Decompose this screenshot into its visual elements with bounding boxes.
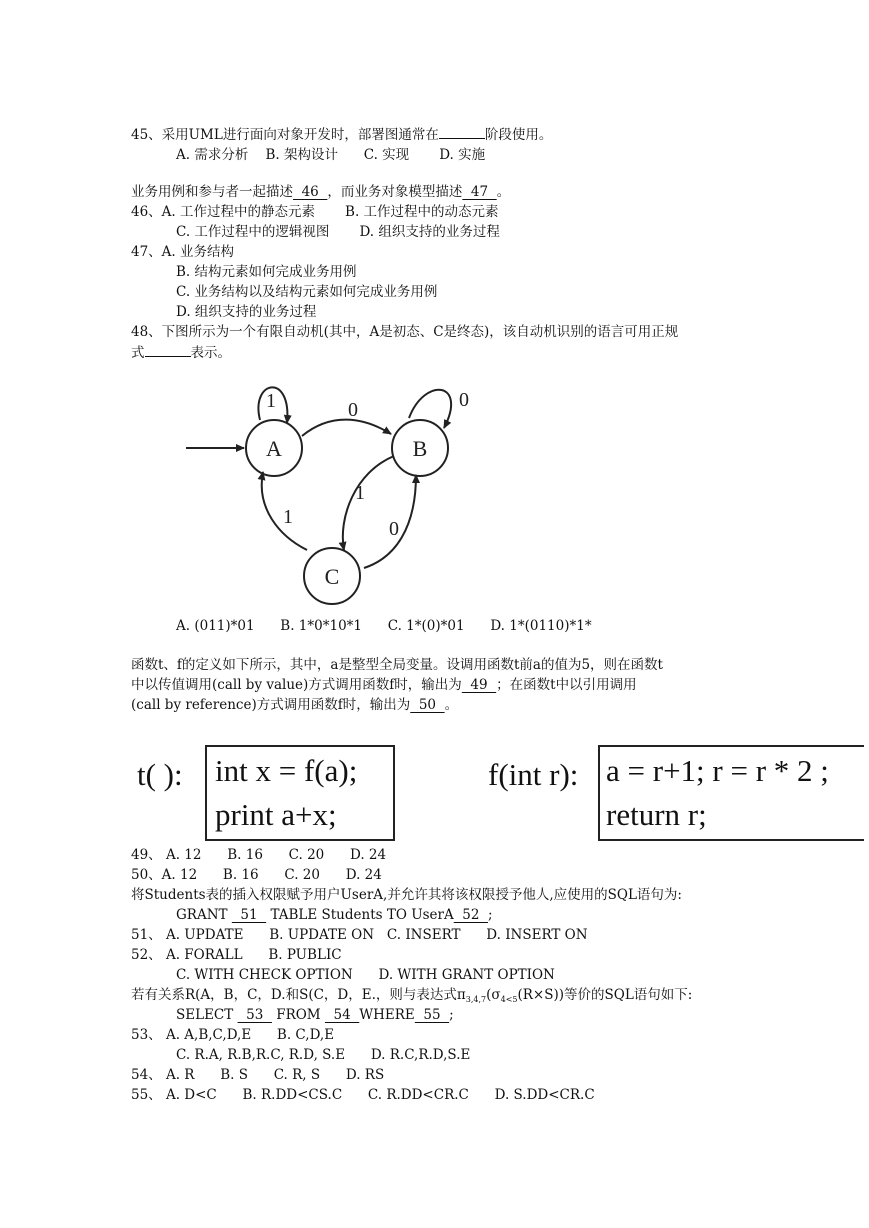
q47-option-b: B. 结构元素如何完成业务用例 bbox=[176, 264, 357, 280]
edge-a-b bbox=[302, 420, 391, 436]
edge-b-b-label: 0 bbox=[459, 389, 469, 411]
q55-options: 55、 A. D<C B. R.DD<CS.C C. R.DD<CR.C D. S.DD<CR.C bbox=[131, 1087, 595, 1103]
q48-options: A. (011)*01 B. 1*0*10*1 C. 1*(0)*01 D. 1*(0110)*1* bbox=[176, 618, 592, 634]
code-t-line1: int x = f(a); bbox=[215, 753, 358, 788]
q47-option-a: 47、A. 业务结构 bbox=[131, 244, 235, 260]
q53-options-line1: 53、 A. A,B,C,D,E B. C,D,E bbox=[131, 1027, 335, 1043]
edge-a-b-label: 0 bbox=[348, 399, 358, 421]
state-b-label: B bbox=[412, 436, 428, 461]
code-t-line2: print a+x; bbox=[215, 797, 337, 832]
q48-stem-line2: 式 表示。 bbox=[131, 345, 231, 361]
edge-c-b-label: 0 bbox=[389, 518, 399, 540]
code-t-label: t( ): bbox=[137, 757, 183, 792]
automaton-diagram bbox=[180, 368, 490, 613]
q53-55-sql: SELECT 53 FROM 54 WHERE 55 ; bbox=[176, 1007, 454, 1023]
edge-a-a-label: 1 bbox=[266, 390, 276, 412]
code-t-box bbox=[205, 745, 395, 841]
code-f-label: f(int r): bbox=[488, 757, 579, 792]
edge-b-c-label: 1 bbox=[355, 482, 365, 504]
state-c-label: C bbox=[324, 564, 340, 589]
state-a-label: A bbox=[266, 436, 282, 461]
q49-50-stem-line2: 中以传值调用(call by value)方式调用函数f时，输出为 49 ；在函数t中以引用调用 bbox=[131, 677, 637, 693]
code-f-line1: a = r+1; r = r * 2 ; bbox=[606, 753, 829, 788]
code-f-line2: return r; bbox=[606, 797, 707, 832]
edge-c-a-label: 1 bbox=[283, 506, 293, 528]
q51-52-sql: GRANT 51 TABLE Students TO UserA 52 ; bbox=[176, 907, 493, 923]
q54-options: 54、 A. R B. S C. R, S D. RS bbox=[131, 1067, 385, 1083]
q47-option-c: C. 业务结构以及结构元素如何完成业务用例 bbox=[176, 284, 438, 300]
q53-options-line2: C. R.A, R.B,R.C, R.D, S.E D. R.C,R.D,S.E bbox=[176, 1047, 471, 1063]
q52-options-line2: C. WITH CHECK OPTION D. WITH GRANT OPTION bbox=[176, 967, 555, 983]
q46-options-line1: 46、A. 工作过程中的静态元素 B. 工作过程中的动态元素 bbox=[131, 204, 499, 220]
q50-options: 50、A. 12 B. 16 C. 20 D. 24 bbox=[131, 867, 382, 883]
q45-options: A. 需求分析 B. 架构设计 C. 实现 D. 实施 bbox=[176, 147, 486, 163]
q47-option-d: D. 组织支持的业务过程 bbox=[176, 304, 317, 320]
q48-stem-line1: 48、下图所示为一个有限自动机(其中，A是初态、C是终态)，该自动机识别的语言可用正规 bbox=[131, 324, 679, 340]
q53-55-stem: 若有关系R(A，B，C，D.和S(C，D，E.，则与表达式$\pi_{3,4,7}(\sigma_{4<5}(R\times S))$等价的SQL语句如下: bbox=[131, 987, 693, 1004]
q52-options-line1: 52、 A. FORALL B. PUBLIC bbox=[131, 947, 342, 963]
q45-stem: 45、采用UML进行面向对象开发时，部署图通常在 阶段使用。 bbox=[131, 127, 553, 143]
q46-47-intro: 业务用例和参与者一起描述 46 ，而业务对象模型描述 47 。 bbox=[131, 184, 511, 200]
edge-b-c bbox=[343, 456, 394, 550]
q51-options: 51、 A. UPDATE B. UPDATE ON C. INSERT D. INSERT ON bbox=[131, 927, 588, 943]
answer-blank bbox=[439, 125, 485, 139]
q49-50-stem-line1: 函数t、f的定义如下所示，其中，a是整型全局变量。设调用函数t前a的值为5，则在函数t bbox=[131, 657, 663, 673]
q46-options-line2: C. 工作过程中的逻辑视图 D. 组织支持的业务过程 bbox=[176, 224, 500, 240]
q49-options: 49、 A. 12 B. 16 C. 20 D. 24 bbox=[131, 847, 387, 863]
q51-52-stem: 将Students表的插入权限赋予用户UserA,并允许其将该权限授予他人,应使用的SQL语句为: bbox=[131, 887, 682, 903]
q49-50-stem-line3: (call by reference)方式调用函数f时，输出为 50 。 bbox=[131, 697, 459, 713]
code-f-box bbox=[598, 745, 864, 841]
answer-blank bbox=[145, 343, 191, 357]
